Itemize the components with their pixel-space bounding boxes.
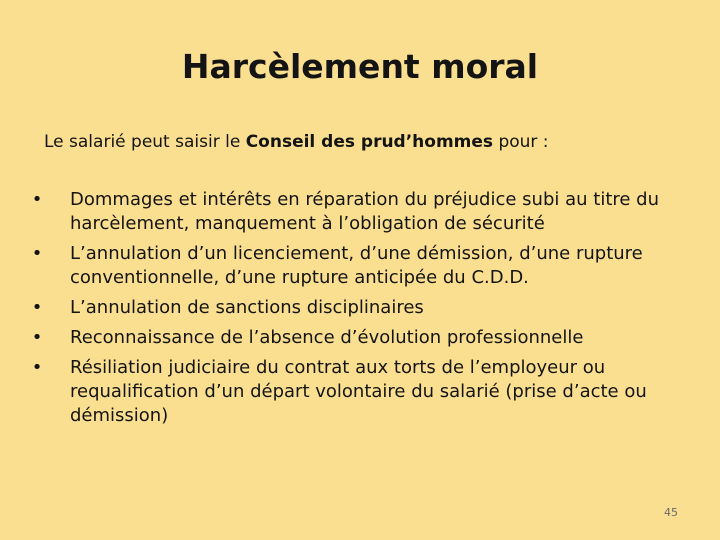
slide-title: Harcèlement moral xyxy=(181,47,539,86)
bullet-text: L’annulation d’un licenciement, d’une démission, d’une rupture conventionnelle, d’une rupture anticipée du C.D.D. xyxy=(70,243,643,288)
bullet-icon: • xyxy=(31,357,43,378)
bullet-text: Résiliation judiciaire du contrat aux torts de l’employeur ou requalification d’un départ volontaire du salarié (prise d’acte ou démission) xyxy=(70,357,647,426)
bullet-item xyxy=(24,296,689,320)
intro-text xyxy=(44,130,549,154)
bullet-icon: • xyxy=(31,189,43,210)
bullet-icon: • xyxy=(31,297,43,318)
intro-emphasis: Conseil des prud’hommes xyxy=(245,132,494,152)
intro-suffix: pour : xyxy=(493,132,549,152)
page-number: 45 xyxy=(664,506,678,519)
bullet-item xyxy=(24,326,689,350)
bullet-text: Reconnaissance de l’absence d’évolution professionnelle xyxy=(70,327,584,348)
bullet-item xyxy=(24,356,689,428)
bullet-text: L’annulation de sanctions disciplinaires xyxy=(70,297,424,318)
bullet-list xyxy=(24,188,689,434)
bullet-text: Dommages et intérêts en réparation du préjudice subi au titre du harcèlement, manquement à l’obligation de sécurité xyxy=(70,189,660,234)
intro-prefix: Le salarié peut saisir le xyxy=(44,132,246,152)
bullet-icon: • xyxy=(31,327,43,348)
bullet-item xyxy=(24,242,689,290)
bullet-icon: • xyxy=(31,243,43,264)
bullet-item xyxy=(24,188,689,236)
